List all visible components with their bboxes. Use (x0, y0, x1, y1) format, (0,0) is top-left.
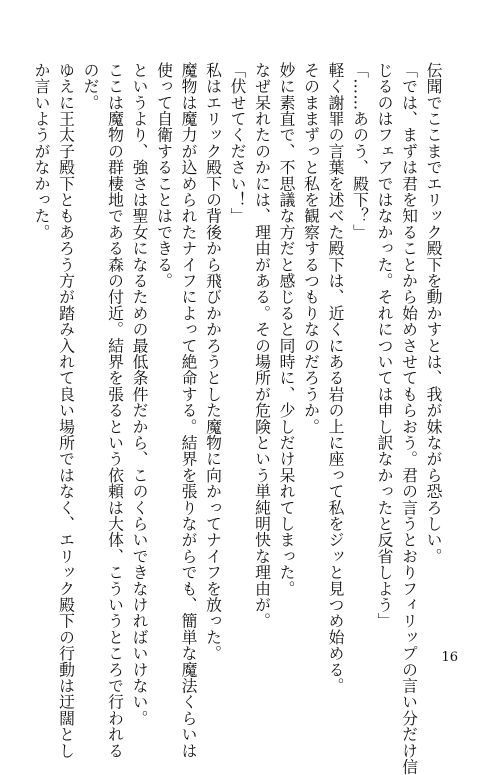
text-line: 使って自衛することはできる。 (154, 62, 174, 289)
text-line: じるのはフェアではなかった。それについては申し訳なかったと反省しよう」 (375, 62, 394, 629)
text-line: 「伏せてください！」 (228, 62, 247, 224)
text-line: ここは魔物の群棲地である森の付近。結界を張るという依頼は大体、こういうところで行われる (105, 62, 125, 759)
text-line: なぜ呆れたのかには、理由がある。その場所が危険という単純明快な理由が。 (252, 62, 272, 629)
text-line: か言いようがなかった。 (32, 62, 51, 241)
text-line: 伝聞でここまでエリック殿下を動かすとは、我が妹ながら恐ろしい。 (424, 62, 443, 565)
text-line: 私はエリック殿下の背後から飛びかかろうとした魔物に向かってナイフを放った。 (203, 62, 223, 662)
text-line: 魔物は魔力が込められたナイフによって絶命する。結界を張りながらでも、簡単な魔法くらいは (179, 62, 198, 759)
text-line: 軽く謝罪の言葉を述べた殿下は、近くにある岩の上に座って私をジッと見つめ始める。 (326, 62, 345, 694)
text-line: 妙に素直で、不思議な方だと感じると同時に、少しだけ呆れてしまった。 (277, 62, 296, 597)
text-line: ゆえに王太子殿下ともあろう方が踏み入れて良い場所ではなく、エリック殿下の行動は迂闊とし (56, 62, 76, 759)
text-line: そのままずっと私を観察するつもりなのだろうか。 (301, 62, 321, 435)
page-number: 16 (441, 650, 458, 665)
vertical-text-body (29, 62, 446, 775)
text-line: 「では、まずは君を知ることから始めさせてもらおう。君の言うとおりフィリップの言い分だけ信 (399, 62, 419, 775)
text-line: のだ。 (81, 62, 100, 111)
text-line: 「……あのう、殿下？」 (350, 62, 370, 241)
text-line: というより、強さは聖女になるための最低条件だから、このくらいできなければいけない。 (130, 62, 149, 727)
